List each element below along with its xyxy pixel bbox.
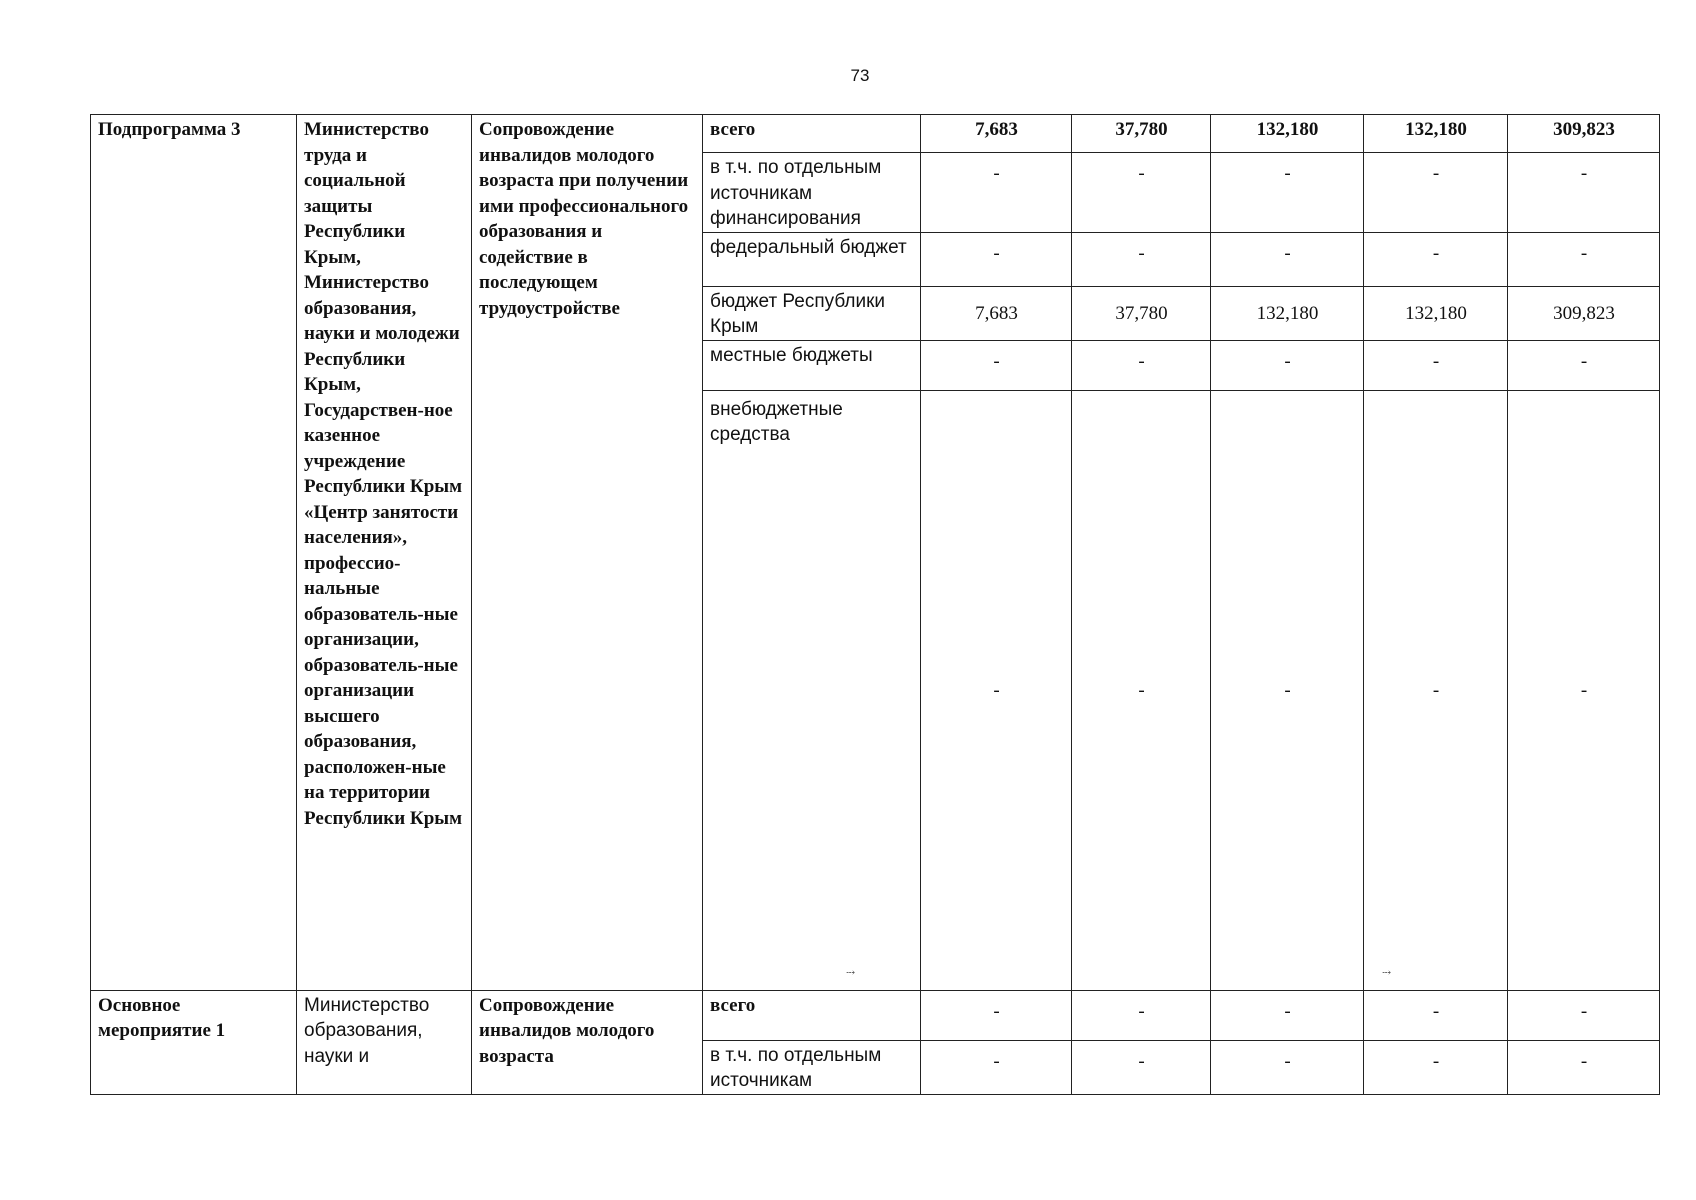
value-cell: 132,180	[1364, 286, 1508, 340]
source-label: в т.ч. по отдельным источникам финансирования	[703, 153, 921, 233]
value-cell: -	[1364, 990, 1508, 1040]
value-cell: 132,180	[1211, 286, 1364, 340]
value-cell: -	[1508, 1040, 1660, 1094]
source-label: бюджет Республики Крым	[703, 286, 921, 340]
value-cell: -	[1072, 232, 1211, 286]
executor-cell: Министерство образования, науки и	[297, 990, 472, 1094]
value-cell: -	[1508, 340, 1660, 390]
value-cell: -	[921, 990, 1072, 1040]
table-row	[91, 990, 1660, 1040]
measure-title-cell: Сопровождение инвалидов молодого возраста	[472, 990, 703, 1094]
value-cell: -	[1508, 990, 1660, 1040]
value-cell: -	[1364, 153, 1508, 233]
budget-table	[90, 114, 1660, 1095]
value-cell: -	[1364, 390, 1508, 990]
program-cell: Основное мероприятие 1	[91, 990, 297, 1094]
value-cell: -	[921, 340, 1072, 390]
value-cell: -	[921, 153, 1072, 233]
value-cell: 309,823	[1508, 286, 1660, 340]
value-cell: -	[921, 232, 1072, 286]
source-label: федеральный бюджет	[703, 232, 921, 286]
value-cell: -	[1211, 340, 1364, 390]
value-cell: -	[1508, 390, 1660, 990]
value-cell: -	[1211, 390, 1364, 990]
program-cell: Подпрограмма 3	[91, 115, 297, 991]
value-cell: -	[1364, 232, 1508, 286]
value-cell: 37,780	[1072, 286, 1211, 340]
value-cell: -	[1211, 990, 1364, 1040]
value-cell: -	[1072, 1040, 1211, 1094]
value-cell: -	[1211, 1040, 1364, 1094]
value-cell: -	[1211, 153, 1364, 233]
source-label: всего	[703, 990, 921, 1040]
value-cell: 7,683	[921, 286, 1072, 340]
value-cell: 37,780	[1072, 115, 1211, 153]
source-label: всего	[703, 115, 921, 153]
value-cell: -	[1364, 340, 1508, 390]
value-cell: -	[921, 390, 1072, 990]
value-cell: -	[921, 1040, 1072, 1094]
value-cell: -	[1072, 153, 1211, 233]
value-cell: -	[1072, 990, 1211, 1040]
value-cell: 7,683	[921, 115, 1072, 153]
value-cell: -	[1508, 153, 1660, 233]
source-label: внебюджетные средства	[703, 390, 921, 990]
source-label: местные бюджеты	[703, 340, 921, 390]
table-row	[91, 115, 1660, 153]
executor-cell: Министерство труда и социальной защиты Республики Крым, Министерство образования, науки и молодежи Республики Крым, Государствен-ное казенное учреждение Республики Крым «Центр занятости населения», профессио-нальные образователь-ные организации, образователь-ные организации высшего образования, расположен-ные на территории Республики Крым	[297, 115, 472, 991]
value-cell: -	[1072, 390, 1211, 990]
measure-title-cell: Сопровождение инвалидов молодого возраста при получении ими профессионального образования и содействие в последующем трудоустройстве	[472, 115, 703, 991]
value-cell: 132,180	[1364, 115, 1508, 153]
value-cell: 309,823	[1508, 115, 1660, 153]
value-cell: 132,180	[1211, 115, 1364, 153]
value-cell: -	[1508, 232, 1660, 286]
value-cell: -	[1072, 340, 1211, 390]
value-cell: -	[1364, 1040, 1508, 1094]
value-cell: -	[1211, 232, 1364, 286]
scan-mark: ⤏	[846, 967, 856, 979]
page-number: 73	[850, 66, 870, 85]
scan-mark: ⤏	[1382, 967, 1392, 979]
source-label: в т.ч. по отдельным источникам	[703, 1040, 921, 1094]
